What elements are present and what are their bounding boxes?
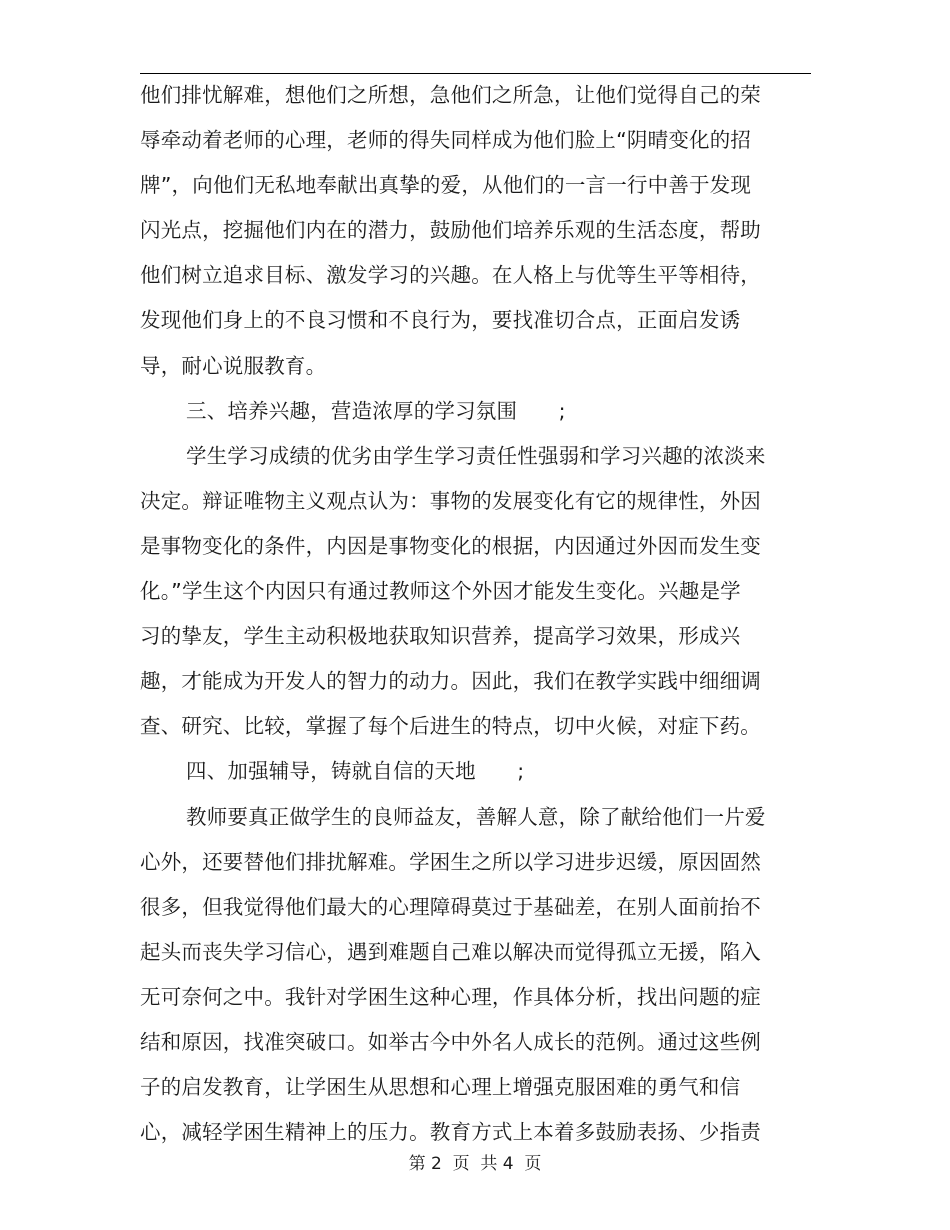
text-line: 学生学习成绩的优劣由学生学习责任性强弱和学习兴趣的浓淡来 [186, 443, 766, 468]
text-line: 查、研究、比较，掌握了每个后进生的特点，切中火候，对症下药。 [140, 714, 761, 739]
text-line: 辱牵动着老师的心理，老师的得失同样成为他们脸上“阴晴变化的招 [140, 128, 752, 153]
text-line: 趣，才能成为开发人的智力的动力。因此，我们在教学实践中细细调 [140, 669, 761, 694]
text-line: 很多，但我觉得他们最大的心理障碍莫过于基础差，在别人面前抬不 [140, 894, 761, 919]
text-line: 教师要真正做学生的良师益友，善解人意，除了献给他们一片爱 [186, 804, 766, 829]
text-line: 闪光点，挖掘他们内在的潜力，鼓励他们培养乐观的生活态度，帮助 [140, 218, 761, 243]
text-line: 是事物变化的条件，内因是事物变化的根据，内因通过外因而发生变 [140, 533, 761, 558]
text-line: 决定。辩证唯物主义观点认为：事物的发展变化有它的规律性，外因 [140, 488, 761, 513]
text-line: 无可奈何之中。我针对学困生这种心理，作具体分析，找出问题的症 [140, 984, 761, 1009]
text-line: 发现他们身上的不良习惯和不良行为，要找准切合点，正面启发诱 [140, 308, 741, 333]
text-line: 子的启发教育，让学困生从思想和心理上增强克服困难的勇气和信 [140, 1075, 741, 1100]
section-heading: 三、培养兴趣，营造浓厚的学习氛围 ; [186, 398, 566, 423]
text-line: 导，耐心说服教育。 [140, 353, 327, 378]
text-line: 结和原因，找准突破口。如举古今中外名人成长的范例。通过这些例 [140, 1029, 761, 1054]
section-heading: 四、加强辅导，铸就自信的天地 ; [186, 759, 525, 784]
text-line: 习的挚友，学生主动积极地获取知识营养，提高学习效果，形成兴 [140, 624, 741, 649]
text-line: 他们排忧解难，想他们之所想，急他们之所急，让他们觉得自己的荣 [140, 83, 761, 107]
document-body [140, 73, 780, 1155]
text-line: 化。”学生这个内因只有通过教师这个外因才能发生变化。兴趣是学 [140, 579, 741, 604]
text-line: 心，减轻学困生精神上的压力。教育方式上本着多鼓励表扬、少指责 [140, 1120, 761, 1145]
text-line: 牌”，向他们无私地奉献出真挚的爱，从他们的一言一行中善于发现 [140, 173, 752, 198]
text-line: 他们树立追求目标、激发学习的兴趣。在人格上与优等生平等相待， [140, 263, 761, 288]
page-number-footer: 第 2 页 共 4 页 [408, 1154, 542, 1174]
text-line: 心外，还要替他们排扰解难。学困生之所以学习进步迟缓，原因固然 [140, 849, 761, 874]
text-line: 起头而丧失学习信心，遇到难题自己难以解决而觉得孤立无援，陷入 [140, 939, 761, 964]
